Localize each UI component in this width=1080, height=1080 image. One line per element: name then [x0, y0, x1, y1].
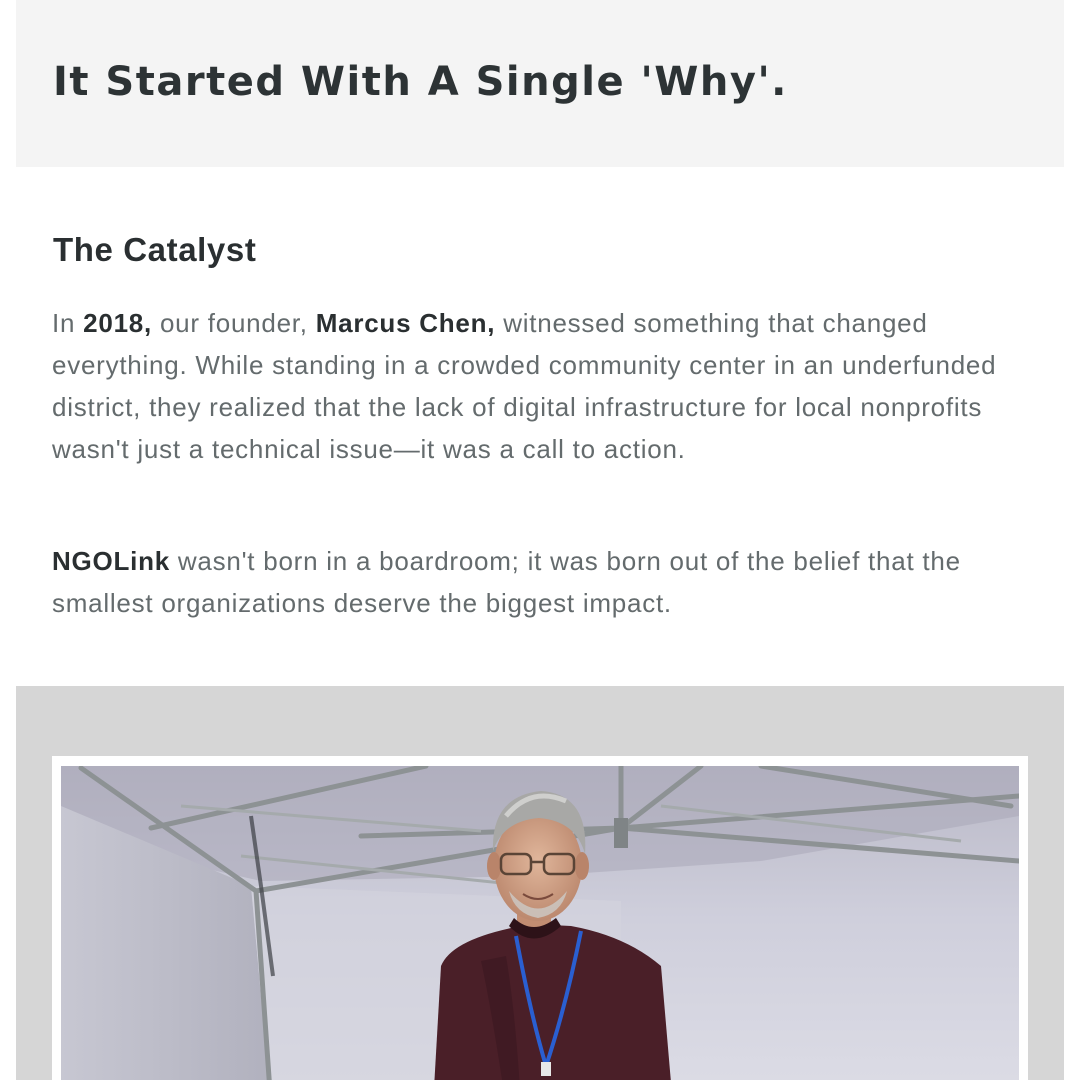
catalyst-section [16, 167, 1064, 686]
text-span: In [52, 308, 84, 338]
founder-name: Marcus Chen, [315, 308, 496, 338]
page-title: It Started With A Single 'Why'. [53, 59, 788, 105]
about-page [16, 0, 1064, 1080]
photo-frame [52, 756, 1028, 1080]
text-span: our founder, [152, 308, 316, 338]
text-span: witnessed something that changed everything. While standing in a crowded community center in an underfunded district, they realized that the lack of digital infrastructure for local nonprofits wasn't just a technical issue—it was a call to action. [52, 308, 997, 464]
text-span: wasn't born in a boardroom; it was born out of the belief that the smallest organizations deserve the biggest impact. [52, 546, 961, 618]
story-paragraph-2 [52, 540, 1032, 624]
founding-year: 2018, [83, 308, 152, 338]
story-paragraph-1 [52, 302, 1032, 470]
hero-section [16, 0, 1064, 167]
brand-name: NGOLink [52, 546, 170, 576]
section-heading: The Catalyst [53, 231, 257, 268]
photo-section [16, 686, 1064, 1080]
founder-photo [61, 766, 1019, 1080]
